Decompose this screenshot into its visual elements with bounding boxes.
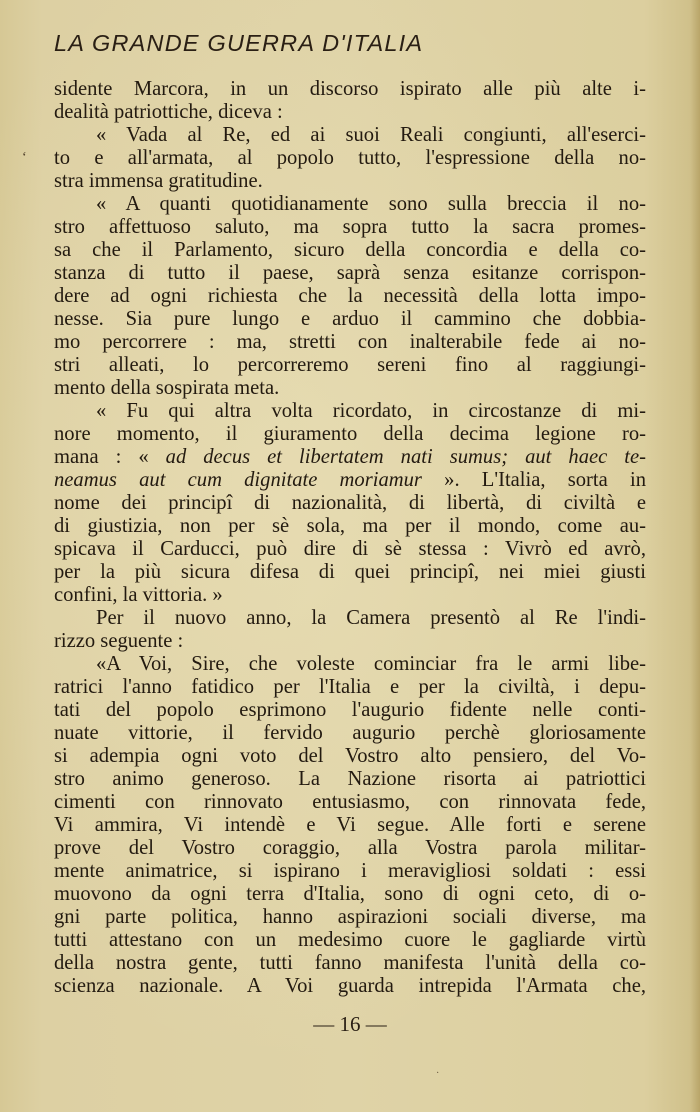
text-line: mo percorrere : ma, stretti con inalterabile fede ai no- — [54, 331, 646, 353]
text-line: stri alleati, lo percorreremo sereni fino al raggiungi- — [54, 354, 646, 376]
text-line: stro affettuoso saluto, ma sopra tutto la sacra promes- — [54, 216, 646, 238]
text-line: mente animatrice, si ispirano i meravigliosi soldati : essi — [54, 860, 646, 882]
text-line: della nostra gente, tutti fanno manifesta l'unità della co- — [54, 952, 646, 974]
text-line: cimenti con rinnovato entusiasmo, con rinnovata fede, — [54, 791, 646, 813]
text-line: « Vada al Re, ed ai suoi Reali congiunti, all'eserci- — [96, 124, 646, 146]
text-line: mento della sospirata meta. — [54, 377, 280, 399]
text-line: Vi ammira, Vi intendè e Vi segue. Alle forti e serene — [54, 814, 646, 836]
text-line: scienza nazionale. A Voi guarda intrepida l'Armata che, — [54, 975, 646, 997]
text-line: stra immensa gratitudine. — [54, 170, 263, 192]
text-segment: mana : « — [54, 446, 166, 468]
text-line: nuate vittorie, il fervido augurio perchè gloriosamente — [54, 722, 646, 744]
text-line: « A quanti quotidianamente sono sulla breccia il no- — [96, 193, 646, 215]
text-line: si adempia ogni voto del Vostro alto pensiero, del Vo- — [54, 745, 646, 767]
text-line: muovono da ogni terra d'Italia, sono di ogni ceto, di o- — [54, 883, 646, 905]
text-line: « Fu qui altra volta ricordato, in circostanze di mi- — [96, 400, 646, 422]
text-line — [54, 446, 646, 469]
text-line: «A Voi, Sire, che voleste cominciar fra le armi libe- — [96, 653, 646, 675]
latin-quote-segment: ad decus et libertatem nati sumus; aut haec te- — [165, 446, 646, 468]
text-line: Per il nuovo anno, la Camera presentò al Re l'indi- — [96, 607, 646, 629]
running-head: LA GRANDE GUERRA D'ITALIA — [54, 30, 424, 56]
text-line: nesse. Sia pure lungo e arduo il cammino che dobbia- — [54, 308, 646, 330]
paper-speck: · — [436, 1068, 440, 1079]
text-line: nore momento, il giuramento della decima legione ro- — [54, 423, 646, 445]
text-line: ratrici l'anno fatidico per l'Italia e per la civiltà, i depu- — [54, 676, 646, 698]
page-number: — 16 — — [313, 1012, 387, 1036]
text-line: prove del Vostro coraggio, alla Vostra parola militar- — [54, 837, 646, 859]
text-line: per la più sicura difesa di quei principî, nei miei giusti — [54, 561, 646, 583]
text-segment: ». L'Italia, sorta in — [421, 469, 646, 491]
body-text — [54, 78, 646, 998]
text-line: confini, la vittoria. » — [54, 584, 223, 606]
text-line: gni parte politica, hanno aspirazioni sociali diverse, ma — [54, 906, 646, 928]
text-line: sa che il Parlamento, sicuro della concordia e della co- — [54, 239, 646, 261]
text-line: dere ad ogni richiesta che la necessità della lotta impo- — [54, 285, 646, 307]
text-line: tutti attestano con un medesimo cuore le gagliarde virtù — [54, 929, 646, 951]
text-line: sidente Marcora, in un discorso ispirato alle più alte i- — [54, 78, 646, 100]
text-line: tati del popolo esprimono l'augurio fidente nelle conti- — [54, 699, 646, 721]
text-line: dealità patriottiche, diceva : — [54, 101, 283, 123]
latin-quote-segment: neamus aut cum dignitate moriamur — [54, 469, 422, 491]
text-line: stro animo generoso. La Nazione risorta ai patriottici — [54, 768, 646, 790]
text-line: nome dei principî di nazionalità, di libertà, di civiltà e — [54, 492, 646, 514]
text-line: spicava il Carducci, può dire di sè stessa : Vivrò ed avrò, — [54, 538, 646, 560]
text-line: stanza di tutto il paese, saprà senza esitanze corrispon- — [54, 262, 646, 284]
margin-mark: ʻ — [22, 150, 27, 165]
text-line: di giustizia, non per sè sola, ma per il mondo, come au- — [54, 515, 646, 537]
page-edge-shadow — [690, 0, 700, 1112]
text-line — [54, 469, 646, 492]
text-line: to e all'armata, al popolo tutto, l'espressione della no- — [54, 147, 646, 169]
text-line: rizzo seguente : — [54, 630, 184, 652]
